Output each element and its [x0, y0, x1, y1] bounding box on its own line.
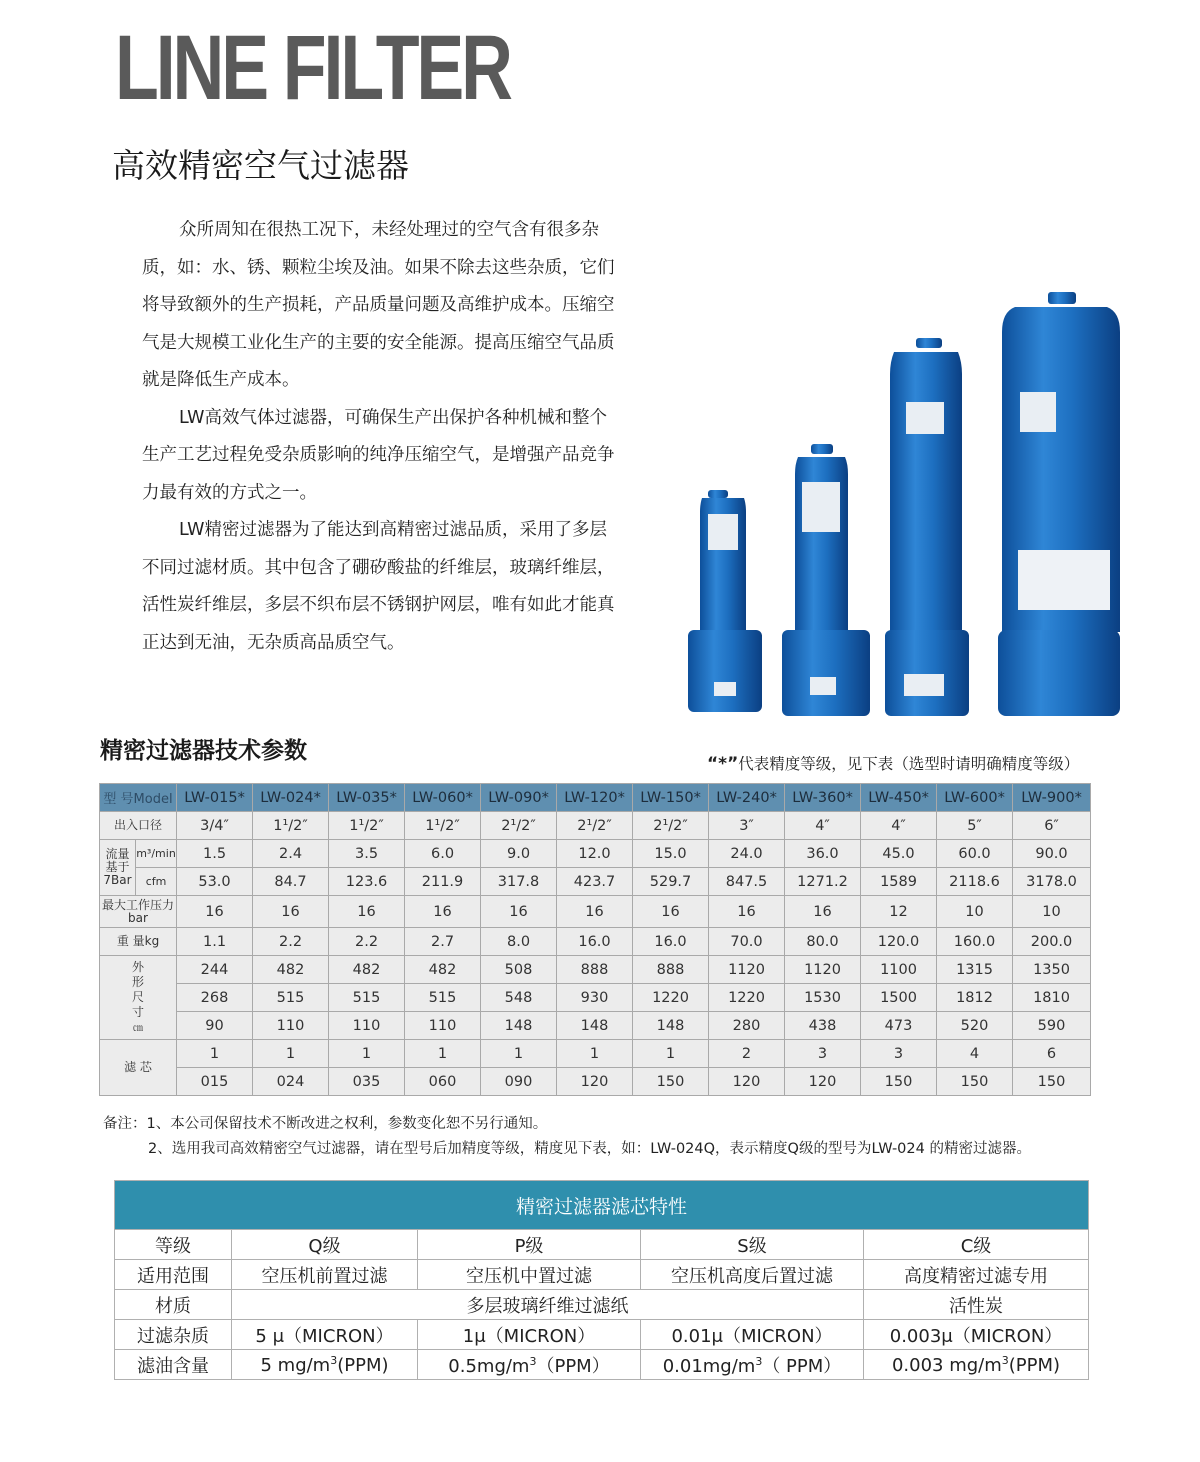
oil-c-unit: (PPM)	[1008, 1354, 1061, 1376]
dim-c-cell: 590	[1013, 1012, 1091, 1040]
flow-m3-cell: 60.0	[937, 840, 1013, 868]
dim-a-cell: 888	[557, 956, 633, 984]
pressure-cell: 16	[709, 896, 785, 928]
flow-m3-cell: 45.0	[861, 840, 937, 868]
element-model-cell: 120	[785, 1068, 861, 1096]
model-label: 型 号Model	[100, 784, 177, 812]
model-cell: LW-024*	[253, 784, 329, 812]
flow-m3-cell: 9.0	[481, 840, 557, 868]
cartridge-title-row	[115, 1181, 1089, 1230]
dim-b-cell: 1220	[633, 984, 709, 1012]
filter-unit-small	[688, 490, 762, 712]
port-cell: 3/4″	[177, 812, 253, 840]
weight-cell: 160.0	[937, 928, 1013, 956]
dim-b-cell: 1810	[1013, 984, 1091, 1012]
element-label: 滤 芯	[100, 1040, 177, 1096]
model-cell: LW-120*	[557, 784, 633, 812]
cartridge-table	[114, 1180, 1089, 1380]
sup-3: 3	[330, 1353, 338, 1367]
oil-row	[115, 1350, 1089, 1380]
port-cell: 5″	[937, 812, 1013, 840]
dim-a-cell: 482	[253, 956, 329, 984]
remark-line: 2、选用我司高效精密空气过滤器，请在型号后加精度等级，精度见下表，如：LW-024Q，表示精度Q级的型号为LW-024 的精密过滤器。	[148, 1141, 1031, 1157]
impurity-cell: 1μ（MICRON）	[418, 1320, 641, 1350]
dim-b-cell: 1500	[861, 984, 937, 1012]
dim-b-cell: 548	[481, 984, 557, 1012]
flow-m3-cell: 36.0	[785, 840, 861, 868]
element-model-cell: 015	[177, 1068, 253, 1096]
pressure-label: 最大工作压力bar	[100, 896, 177, 928]
flow-cfm-cell: 1589	[861, 868, 937, 896]
impurity-row	[115, 1320, 1089, 1350]
dim-a-cell: 1120	[785, 956, 861, 984]
port-cell: 1¹/2″	[405, 812, 481, 840]
impurity-cell: 5 μ（MICRON）	[232, 1320, 418, 1350]
element-model-cell: 090	[481, 1068, 557, 1096]
port-row	[100, 812, 1091, 840]
dim-a-cell: 888	[633, 956, 709, 984]
weight-cell: 80.0	[785, 928, 861, 956]
dim-a-cell: 1350	[1013, 956, 1091, 984]
model-cell: LW-900*	[1013, 784, 1091, 812]
spec-table-title: 精密过滤器技术参数	[100, 738, 307, 764]
flow-label: 流量基于7Bar	[100, 840, 136, 896]
oil-q-value: 5 mg/m	[260, 1354, 331, 1376]
impurity-label: 过滤杂质	[115, 1320, 232, 1350]
flow-cfm-cell: 53.0	[177, 868, 253, 896]
weight-cell: 16.0	[557, 928, 633, 956]
dim-c-cell: 438	[785, 1012, 861, 1040]
filter-unit-tall	[885, 338, 969, 716]
flow-m3-cell: 6.0	[405, 840, 481, 868]
flow-m3-cell: 15.0	[633, 840, 709, 868]
intro-paragraph: LW高效气体过滤器，可确保生产出保护各种机械和整个生产工艺过程免受杂质影响的纯净压缩空气，是增强产品竞争力最有效的方式之一。	[142, 407, 615, 503]
dim-b-cell: 515	[329, 984, 405, 1012]
element-qty-cell: 1	[177, 1040, 253, 1068]
dim-c-cell: 148	[481, 1012, 557, 1040]
element-model-cell: 150	[937, 1068, 1013, 1096]
oil-p-value: 0.5mg/m	[448, 1355, 530, 1377]
grade-cell: P级	[418, 1230, 641, 1260]
flow-m3-cell: 2.4	[253, 840, 329, 868]
weight-cell: 2.2	[253, 928, 329, 956]
weight-cell: 200.0	[1013, 928, 1091, 956]
element-model-cell: 024	[253, 1068, 329, 1096]
model-cell: LW-600*	[937, 784, 1013, 812]
oil-q-unit: (PPM)	[337, 1354, 389, 1376]
element-model-cell: 120	[709, 1068, 785, 1096]
usage-cell: 空压机中置过滤	[418, 1260, 641, 1290]
oil-label: 滤油含量	[115, 1350, 232, 1380]
oil-c-value: 0.003 mg/m	[891, 1354, 1002, 1376]
weight-cell: 1.1	[177, 928, 253, 956]
impurity-cell: 0.01μ（MICRON）	[641, 1320, 864, 1350]
material-main: 多层玻璃纤维过滤纸	[232, 1290, 864, 1320]
element-model-cell: 060	[405, 1068, 481, 1096]
element-qty-cell: 1	[329, 1040, 405, 1068]
grade-cell: C级	[864, 1230, 1089, 1260]
element-model-cell: 150	[861, 1068, 937, 1096]
dim-label-cell	[100, 956, 177, 1040]
sup-3: 3	[1001, 1353, 1009, 1367]
flow-m3-cell: 3.5	[329, 840, 405, 868]
flow-cfm-cell: 847.5	[709, 868, 785, 896]
flow-m3-cell: 24.0	[709, 840, 785, 868]
port-cell: 1¹/2″	[329, 812, 405, 840]
usage-cell: 空压机高度后置过滤	[641, 1260, 864, 1290]
port-cell: 4″	[785, 812, 861, 840]
element-model-cell: 150	[1013, 1068, 1091, 1096]
page-title-cn: 高效精密空气过滤器	[112, 146, 409, 185]
pressure-cell: 16	[177, 896, 253, 928]
remark-line: 备注：1、本公司保留技术不断改进之权利，参数变化恕不另行通知。	[103, 1116, 548, 1132]
model-cell: LW-090*	[481, 784, 557, 812]
flow-cfm-cell: 3178.0	[1013, 868, 1091, 896]
sup-3: 3	[529, 1354, 537, 1368]
filter-products-image	[680, 292, 1150, 722]
dim-b-row	[100, 984, 1091, 1012]
dim-c-cell: 110	[329, 1012, 405, 1040]
dim-unit: ㎝	[133, 1022, 143, 1034]
element-qty-cell: 3	[861, 1040, 937, 1068]
flow-m3-cell: 90.0	[1013, 840, 1091, 868]
model-cell: LW-150*	[633, 784, 709, 812]
dim-c-cell: 280	[709, 1012, 785, 1040]
element-model-cell: 035	[329, 1068, 405, 1096]
dim-b-cell: 1530	[785, 984, 861, 1012]
dim-c-cell: 148	[557, 1012, 633, 1040]
model-cell: LW-240*	[709, 784, 785, 812]
port-label: 出入口径	[100, 812, 177, 840]
usage-cell: 空压机前置过滤	[232, 1260, 418, 1290]
cartridge-title: 精密过滤器滤芯特性	[115, 1181, 1089, 1230]
filter-unit-medium	[782, 444, 870, 716]
filter-unit-large	[998, 292, 1120, 716]
grade-cell: S级	[641, 1230, 864, 1260]
brand-title-en: LINE FILTER	[115, 17, 510, 119]
dim-b-cell: 515	[253, 984, 329, 1012]
port-cell: 4″	[861, 812, 937, 840]
intro-paragraph: 众所周知在很热工况下，未经处理过的空气含有很多杂质，如：水、锈、颗粒尘埃及油。如果不除去这些杂质，它们将导致额外的生产损耗，产品质量问题及高维护成本。压缩空气是大规模工业化生产的主要的安全能源。提高压缩空气品质就是降低生产成本。	[142, 220, 615, 390]
element-model-cell: 120	[557, 1068, 633, 1096]
dim-c-row	[100, 1012, 1091, 1040]
port-cell: 1¹/2″	[253, 812, 329, 840]
intro-paragraph: LW精密过滤器为了能达到高精密过滤品质，采用了多层不同过滤材质。其中包含了硼矽酸盐的纤维层，玻璃纤维层，活性炭纤维层，多层不织布层不锈钢护网层，唯有如此才能真正达到无油，无杂质高品质空气。	[142, 520, 615, 653]
flow-cfm-cell: 423.7	[557, 868, 633, 896]
element-qty-cell: 1	[633, 1040, 709, 1068]
model-row	[100, 784, 1091, 812]
material-c: 活性炭	[864, 1290, 1089, 1320]
dim-c-cell: 110	[405, 1012, 481, 1040]
port-cell: 3″	[709, 812, 785, 840]
spec-note	[707, 752, 1079, 774]
element-qty-cell: 1	[405, 1040, 481, 1068]
weight-cell: 8.0	[481, 928, 557, 956]
element-model-row	[100, 1068, 1091, 1096]
usage-label: 适用范围	[115, 1260, 232, 1290]
spec-table	[99, 783, 1091, 1096]
usage-row	[115, 1260, 1089, 1290]
model-cell: LW-035*	[329, 784, 405, 812]
dim-c-cell: 473	[861, 1012, 937, 1040]
weight-row	[100, 928, 1091, 956]
weight-cell: 16.0	[633, 928, 709, 956]
oil-cell-c	[864, 1350, 1089, 1380]
dim-a-cell: 1315	[937, 956, 1013, 984]
element-model-cell: 150	[633, 1068, 709, 1096]
dim-a-row	[100, 956, 1091, 984]
dim-a-cell: 1100	[861, 956, 937, 984]
element-qty-row	[100, 1040, 1091, 1068]
weight-cell: 2.7	[405, 928, 481, 956]
element-qty-cell: 1	[557, 1040, 633, 1068]
dim-a-cell: 1120	[709, 956, 785, 984]
spec-note-text: 代表精度等级，见下表（选型时请明确精度等级）	[738, 755, 1080, 773]
pressure-cell: 16	[633, 896, 709, 928]
flow-cfm-cell: 211.9	[405, 868, 481, 896]
model-cell: LW-015*	[177, 784, 253, 812]
flow-cfm-cell: 123.6	[329, 868, 405, 896]
element-qty-cell: 1	[253, 1040, 329, 1068]
flow-cfm-cell: 2118.6	[937, 868, 1013, 896]
intro-text	[142, 212, 617, 662]
weight-cell: 2.2	[329, 928, 405, 956]
weight-cell: 70.0	[709, 928, 785, 956]
flow-m3-cell: 12.0	[557, 840, 633, 868]
material-label: 材质	[115, 1290, 232, 1320]
pressure-cell: 16	[557, 896, 633, 928]
element-qty-cell: 4	[937, 1040, 1013, 1068]
oil-cell-p	[418, 1350, 641, 1380]
pressure-cell: 16	[405, 896, 481, 928]
grade-row	[115, 1230, 1089, 1260]
oil-p-unit: （PPM）	[536, 1355, 610, 1377]
model-cell: LW-360*	[785, 784, 861, 812]
impurity-cell: 0.003μ（MICRON）	[864, 1320, 1089, 1350]
dim-b-cell: 268	[177, 984, 253, 1012]
dim-c-cell: 148	[633, 1012, 709, 1040]
port-cell: 2¹/2″	[633, 812, 709, 840]
dim-b-cell: 1812	[937, 984, 1013, 1012]
pressure-cell: 16	[253, 896, 329, 928]
grade-cell: Q级	[232, 1230, 418, 1260]
grade-label: 等级	[115, 1230, 232, 1260]
weight-label: 重 量kg	[100, 928, 177, 956]
oil-s-value: 0.01mg/m	[662, 1355, 756, 1377]
element-qty-cell: 3	[785, 1040, 861, 1068]
model-cell: LW-450*	[861, 784, 937, 812]
pressure-row	[100, 896, 1091, 928]
weight-cell: 120.0	[861, 928, 937, 956]
flow-cfm-cell: 529.7	[633, 868, 709, 896]
sup-3: 3	[755, 1354, 763, 1368]
pressure-cell: 12	[861, 896, 937, 928]
pressure-cell: 10	[937, 896, 1013, 928]
dim-a-cell: 508	[481, 956, 557, 984]
port-cell: 2¹/2″	[481, 812, 557, 840]
dim-b-cell: 515	[405, 984, 481, 1012]
port-cell: 2¹/2″	[557, 812, 633, 840]
remarks	[103, 1112, 1031, 1162]
dim-b-cell: 930	[557, 984, 633, 1012]
pressure-cell: 16	[785, 896, 861, 928]
model-cell: LW-060*	[405, 784, 481, 812]
spec-note-star: “*”	[707, 754, 739, 774]
pressure-cell: 16	[481, 896, 557, 928]
dim-a-cell: 482	[405, 956, 481, 984]
element-qty-cell: 1	[481, 1040, 557, 1068]
dim-c-cell: 90	[177, 1012, 253, 1040]
dim-b-cell: 1220	[709, 984, 785, 1012]
flow-m3-cell: 1.5	[177, 840, 253, 868]
flow-unit-cfm: cfm	[136, 868, 177, 896]
flow-cfm-cell: 1271.2	[785, 868, 861, 896]
flow-unit-m3: m³/min	[136, 840, 177, 868]
dim-c-cell: 110	[253, 1012, 329, 1040]
pressure-cell: 16	[329, 896, 405, 928]
oil-s-unit: （ PPM）	[762, 1355, 842, 1377]
material-row	[115, 1290, 1089, 1320]
flow-m3-row	[100, 840, 1091, 868]
dim-a-cell: 244	[177, 956, 253, 984]
flow-cfm-cell: 84.7	[253, 868, 329, 896]
dim-c-cell: 520	[937, 1012, 1013, 1040]
pressure-cell: 10	[1013, 896, 1091, 928]
usage-cell: 高度精密过滤专用	[864, 1260, 1089, 1290]
oil-cell-q	[232, 1350, 418, 1380]
flow-cfm-row	[100, 868, 1091, 896]
dim-label: 外形尺寸	[131, 959, 144, 1019]
dim-a-cell: 482	[329, 956, 405, 984]
port-cell: 6″	[1013, 812, 1091, 840]
element-qty-cell: 2	[709, 1040, 785, 1068]
flow-cfm-cell: 317.8	[481, 868, 557, 896]
oil-cell-s	[641, 1350, 864, 1380]
element-qty-cell: 6	[1013, 1040, 1091, 1068]
